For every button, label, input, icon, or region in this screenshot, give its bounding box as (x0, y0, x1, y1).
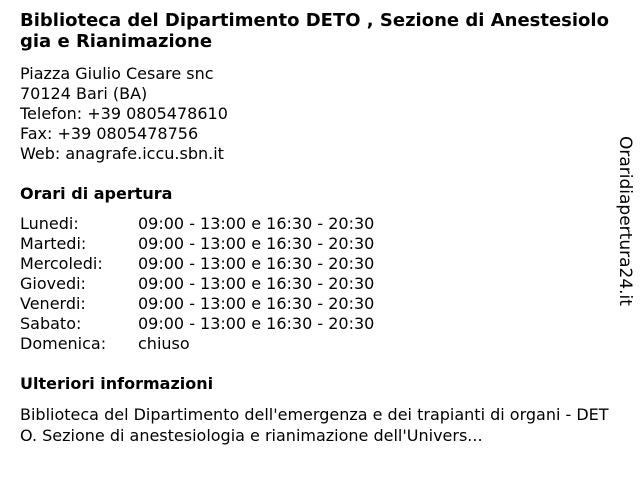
day-hours: chiuso (138, 334, 190, 353)
day-hours: 09:00 - 13:00 e 16:30 - 20:30 (138, 314, 375, 333)
hours-row-friday (20, 294, 374, 314)
hours-row-monday (20, 214, 374, 234)
fax-number: Fax: +39 0805478756 (20, 124, 199, 143)
day-label: Domenica: (20, 334, 107, 353)
day-hours: 09:00 - 13:00 e 16:30 - 20:30 (138, 234, 375, 253)
hours-row-tuesday (20, 234, 374, 254)
site-brand-vertical: Oraridiapertura24.it (615, 136, 635, 306)
day-label: Giovedi: (20, 274, 86, 293)
address-block (20, 64, 228, 164)
day-label: Sabato: (20, 314, 82, 333)
day-hours: 09:00 - 13:00 e 16:30 - 20:30 (138, 294, 375, 313)
day-label: Venerdi: (20, 294, 86, 313)
day-hours: 09:00 - 13:00 e 16:30 - 20:30 (138, 274, 375, 293)
opening-hours-heading: Orari di apertura (20, 184, 173, 203)
phone-number: Telefon: +39 0805478610 (20, 104, 228, 123)
page-title: Biblioteca del Dipartimento DETO , Sezione di Anestesiologia e Rianimazione (20, 10, 609, 52)
website: Web: anagrafe.iccu.sbn.it (20, 144, 224, 163)
city-address: 70124 Bari (BA) (20, 84, 148, 103)
day-label: Mercoledi: (20, 254, 103, 273)
hours-row-sunday (20, 334, 374, 354)
street-address: Piazza Giulio Cesare snc (20, 64, 214, 83)
day-label: Martedi: (20, 234, 87, 253)
more-info-text: Biblioteca del Dipartimento dell'emergenza e dei trapianti di organi - DETO. Sezione di anestesiologia e rianimazione dell'Univers... (20, 405, 609, 445)
hours-row-wednesday (20, 254, 374, 274)
hours-row-saturday (20, 314, 374, 334)
more-info-heading: Ulteriori informazioni (20, 374, 214, 393)
day-label: Lunedi: (20, 214, 79, 233)
hours-row-thursday (20, 274, 374, 294)
opening-hours-table (20, 214, 374, 354)
day-hours: 09:00 - 13:00 e 16:30 - 20:30 (138, 254, 375, 273)
day-hours: 09:00 - 13:00 e 16:30 - 20:30 (138, 214, 375, 233)
